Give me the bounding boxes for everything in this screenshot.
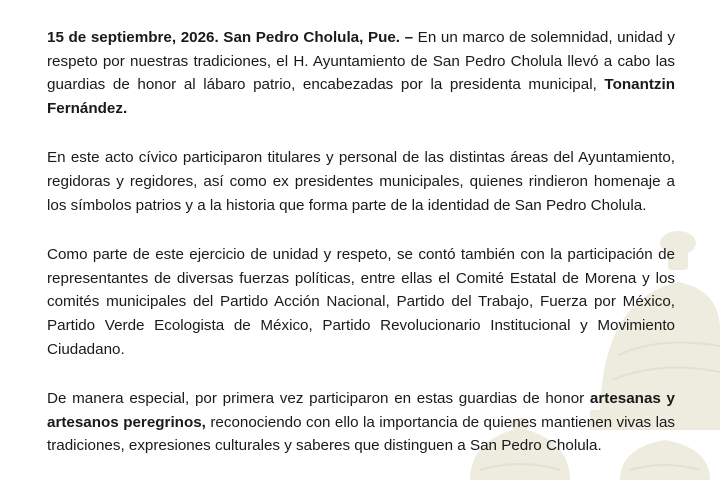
text-run: En este acto cívico participaron titulares y personal de las distintas áreas del Ayuntamiento, regidoras y regidores, así como ex presidentes municipales, quienes rindieron homenaje a los símbolos patrios y a la historia que forma parte de la identidad de San Pedro Cholula. <box>47 149 675 214</box>
paragraph-1 <box>47 26 675 120</box>
paragraph-3 <box>47 243 675 361</box>
bold-text-run: 15 de septiembre, 2026. San Pedro Cholula, Pue. – <box>47 29 414 46</box>
press-release-body <box>47 26 675 484</box>
text-run: De manera especial, por primera vez participaron en estas guardias de honor <box>47 390 590 408</box>
text-run: En un marco de solemnidad, unidad y respeto por nuestras tradiciones, el H. Ayuntamiento de San Pedro Cholula llevó a cabo las guardias de honor al lábaro patrio, encabezadas por la presidenta municipal, <box>47 29 675 94</box>
paragraph-2 <box>47 146 675 217</box>
paragraph-4 <box>47 387 675 458</box>
text-run: Como parte de este ejercicio de unidad y respeto, se contó también con la participación de representantes de diversas fuerzas políticas, entre ellas el Comité Estatal de Morena y los comités municipales del Partido Acción Nacional, Partido del Trabajo, Fuerza por México, Partido Verde Ecologista de México, Partido Revolucionario Institucional y Movimiento Ciudadano. <box>47 246 675 358</box>
bold-text-run: Tonantzin Fernández. <box>47 76 675 117</box>
bold-text-run: artesanas y artesanos peregrinos, <box>47 390 675 431</box>
text-run: reconociendo con ello la importancia de quienes mantienen vivas las tradiciones, expresiones culturales y saberes que distinguen a San Pedro Cholula. <box>47 413 675 455</box>
